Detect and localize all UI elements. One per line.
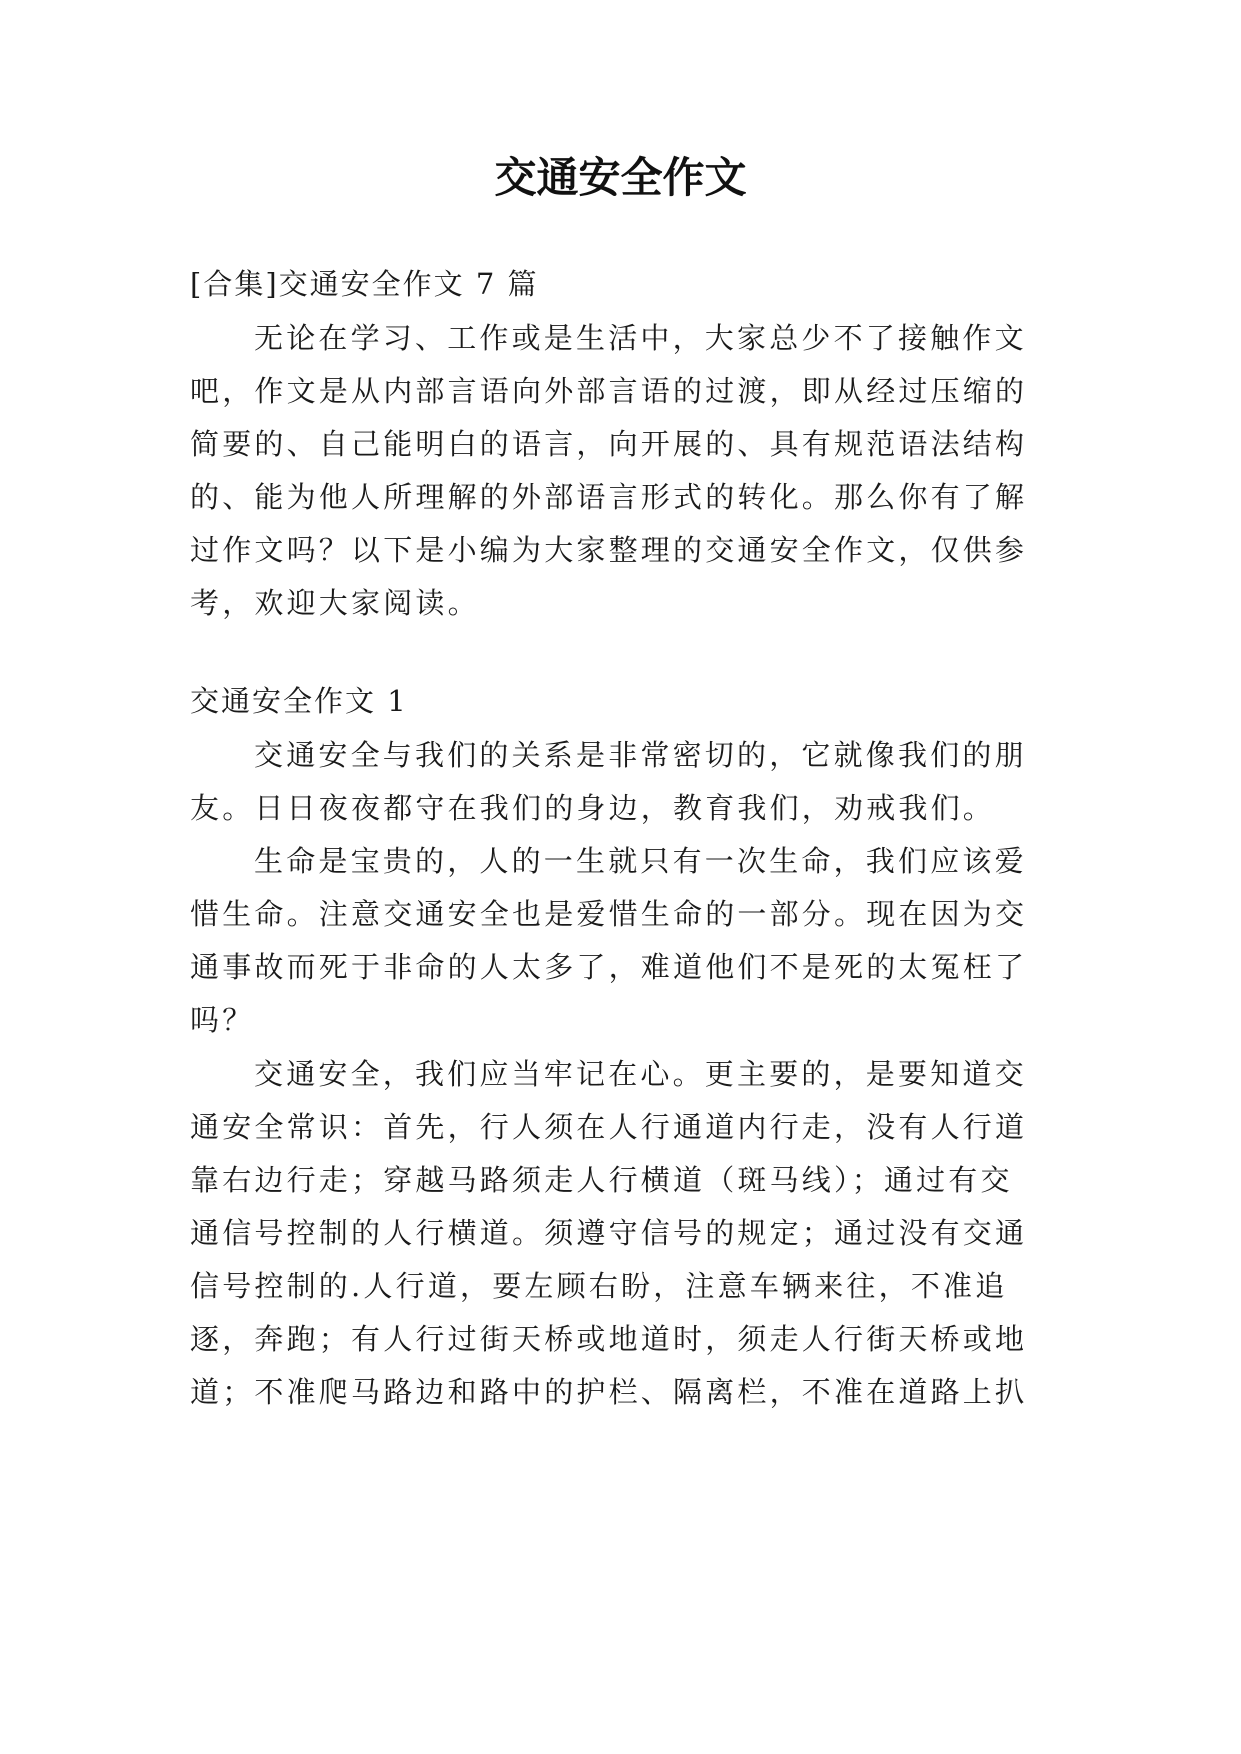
intro-line-5: 过作文吗？以下是小编为大家整理的交通安全作文，仅供参 — [190, 533, 1028, 567]
intro-line-3: 简要的、自己能明白的语言，向开展的、具有规范语法结构 — [190, 427, 1028, 461]
para1-line-1: 交通安全与我们的关系是非常密切的，它就像我们的朋 — [254, 738, 1027, 772]
document-subtitle: [合集]交通安全作文 7 篇 — [190, 267, 539, 301]
para3-line-7: 道；不准爬马路边和路中的护栏、隔离栏，不准在道路上扒 — [190, 1375, 1028, 1409]
para3-line-3: 靠右边行走；穿越马路须走人行横道（斑马线）；通过有交 — [190, 1163, 1013, 1197]
intro-line-2: 吧，作文是从内部言语向外部言语的过渡，即从经过压缩的 — [190, 374, 1028, 408]
para3-line-6: 逐，奔跑；有人行过街天桥或地道时，须走人行街天桥或地 — [190, 1322, 1028, 1356]
para1-line-2: 友。日日夜夜都守在我们的身边，教育我们，劝戒我们。 — [190, 791, 996, 825]
para3-line-1: 交通安全，我们应当牢记在心。更主要的，是要知道交 — [254, 1057, 1027, 1091]
para3-line-4: 通信号控制的人行横道。须遵守信号的规定；通过没有交通 — [190, 1216, 1028, 1250]
para2-line-3: 通事故而死于非命的人太多了，难道他们不是死的太冤枉了 — [190, 950, 1028, 984]
para3-line-2: 通安全常识：首先，行人须在人行通道内行走，没有人行道 — [190, 1110, 1028, 1144]
para2-line-2: 惜生命。注意交通安全也是爱惜生命的一部分。现在因为交 — [190, 897, 1028, 931]
intro-line-1: 无论在学习、工作或是生活中，大家总少不了接触作文 — [254, 321, 1027, 355]
section-heading: 交通安全作文 1 — [190, 684, 408, 718]
para3-line-5: 信号控制的.人行道，要左顾右盼，注意车辆来往，不准追 — [190, 1269, 1008, 1303]
document-title: 交通安全作文 — [494, 153, 747, 202]
intro-line-6: 考，欢迎大家阅读。 — [190, 586, 480, 620]
intro-line-4: 的、能为他人所理解的外部语言形式的转化。那么你有了解 — [190, 480, 1028, 514]
para2-line-1: 生命是宝贵的，人的一生就只有一次生命，我们应该爱 — [254, 844, 1027, 878]
para2-line-4: 吗？ — [190, 1003, 255, 1037]
